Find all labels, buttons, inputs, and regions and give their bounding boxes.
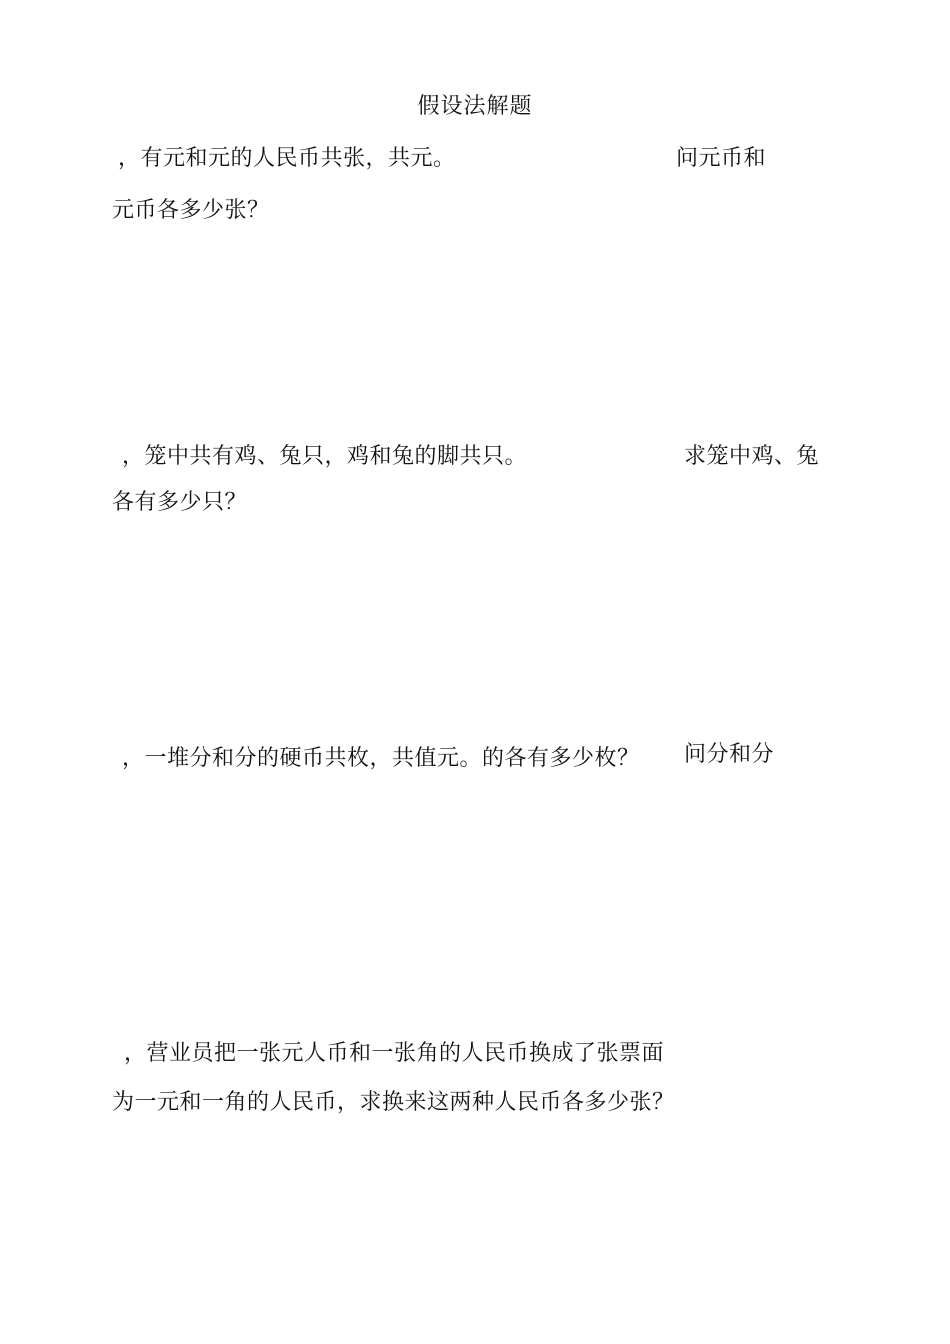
problem-1-line-1-right: 问元币和 (676, 146, 767, 171)
problem-2-line-2: 各有多少只？ (112, 490, 248, 515)
problem-2-line-1-right: 求笼中鸡、兔 (684, 444, 820, 469)
problem-2-line-1: ，笼中共有鸡、兔只，鸡和兔的脚共只。 (122, 444, 528, 469)
problem-1-line-2: 元币各多少张？ (112, 198, 270, 223)
page-title: 假设法解题 (417, 94, 533, 119)
problem-3-line-1: ，一堆分和分的硬币共枚，共值元。的各有多少枚？ (122, 746, 640, 771)
problem-1-line-1: ，有元和元的人民币共张，共元。 (118, 146, 456, 171)
problem-4-line-1: ，营业员把一张元人币和一张角的人民币换成了张票面 (124, 1041, 665, 1066)
problem-4-line-2: 为一元和一角的人民币，求换来这两种人民币各多少张？ (112, 1090, 675, 1115)
problem-3-line-1-right: 问分和分 (684, 742, 775, 767)
